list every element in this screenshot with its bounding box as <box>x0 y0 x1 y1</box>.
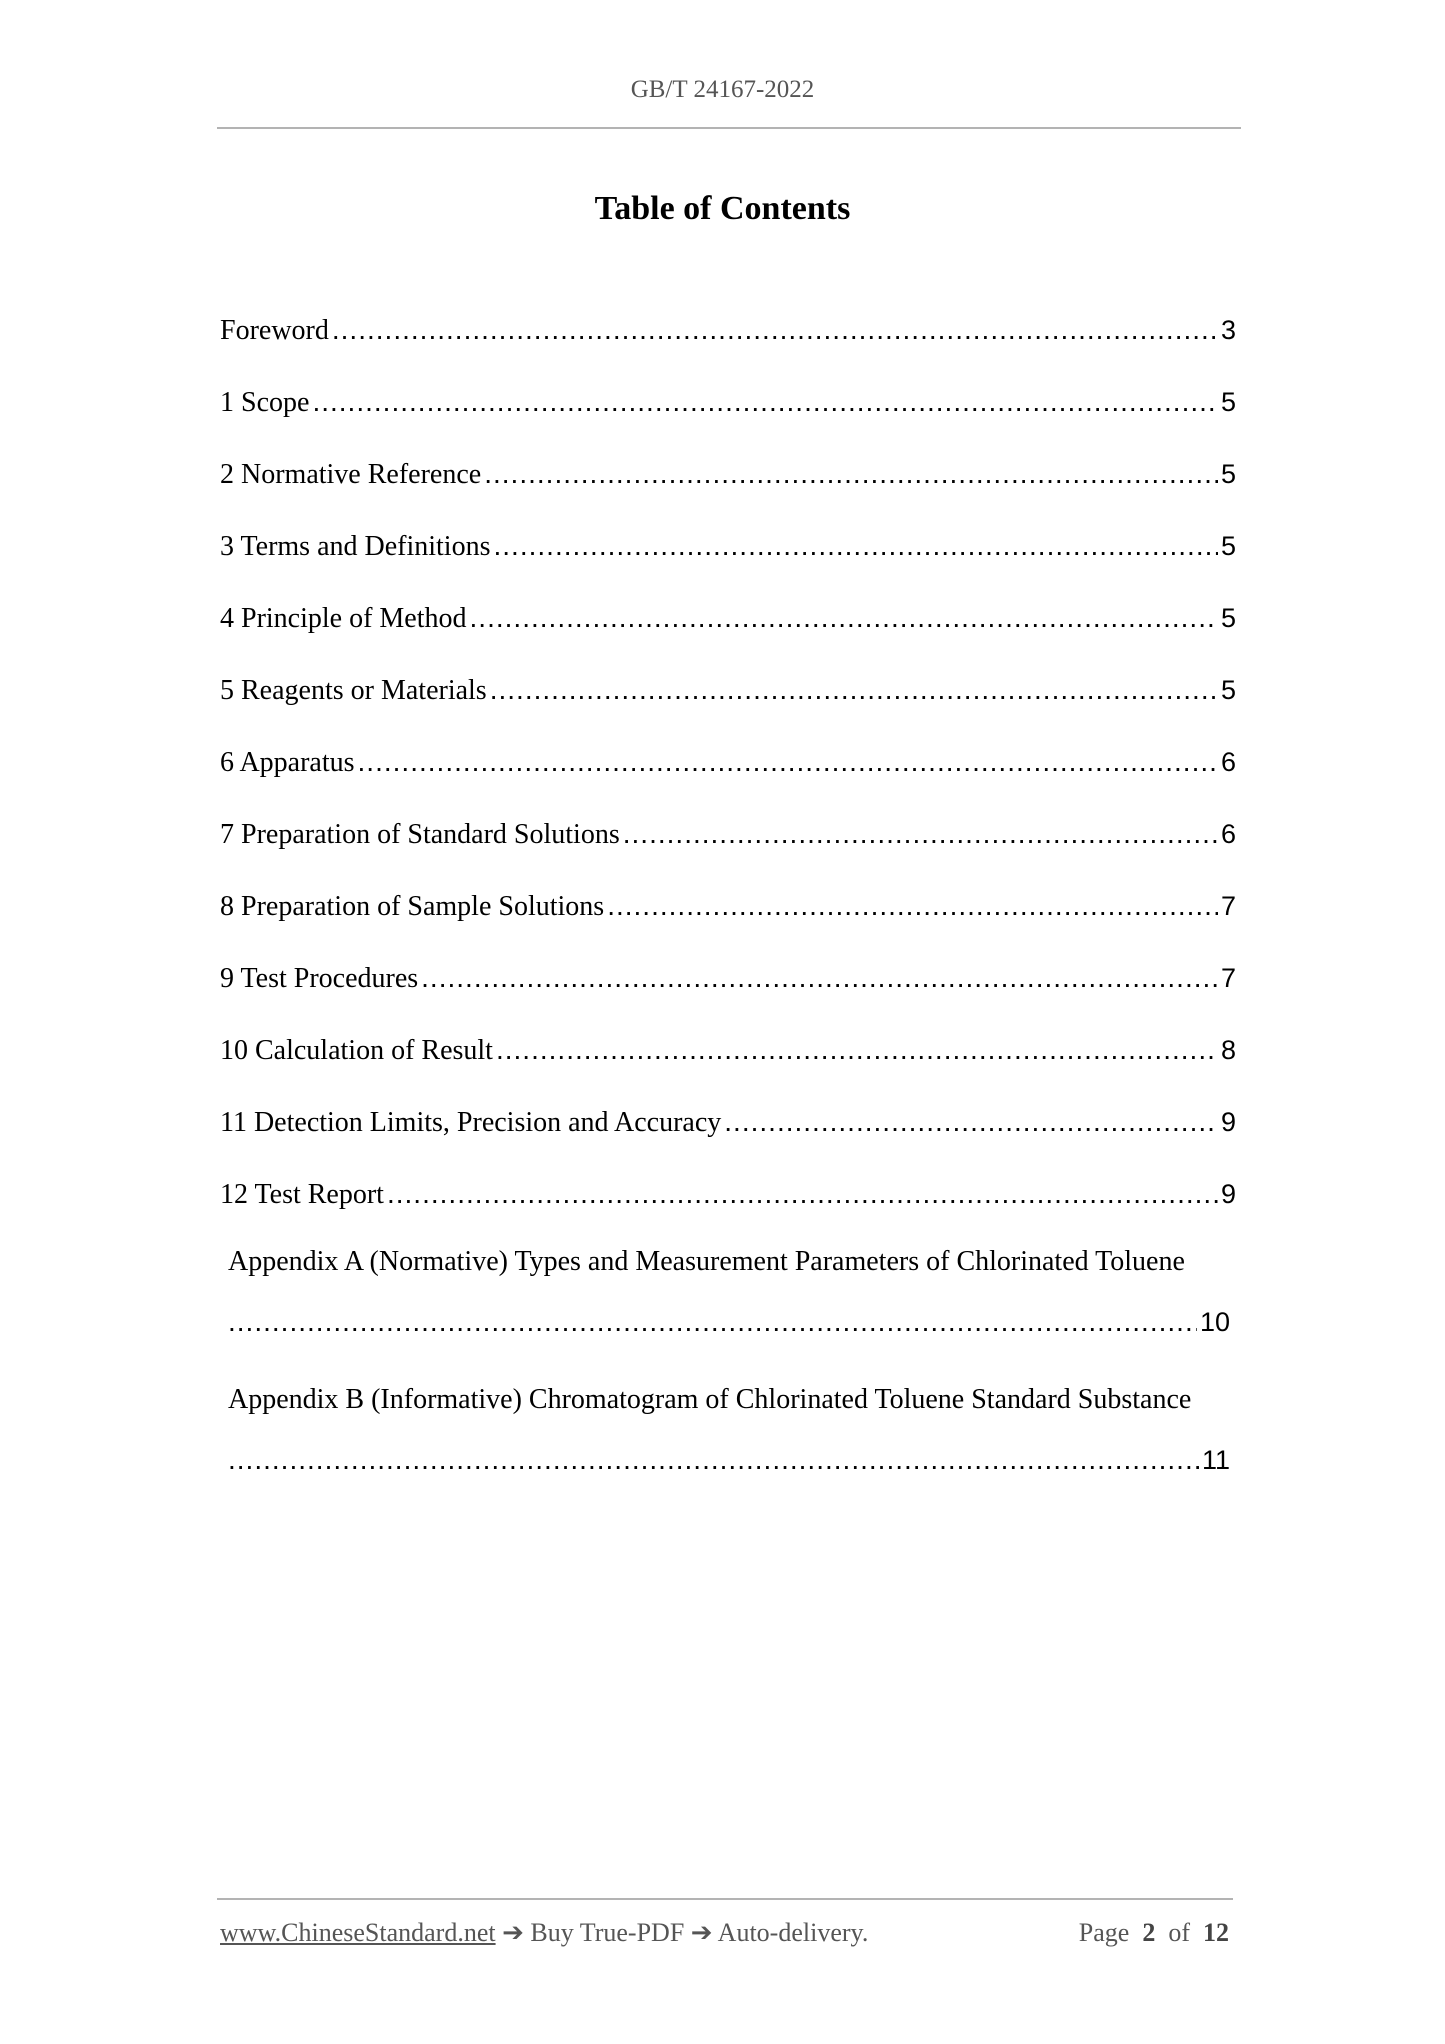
toc-entry-label: 3 Terms and Definitions <box>220 531 491 562</box>
toc-page-number: 5 <box>1220 603 1236 633</box>
footer-divider <box>217 1898 1233 1900</box>
toc-entry-label: Appendix A (Normative) Types and Measurement Parameters of Chlorinated Toluene <box>228 1246 1185 1277</box>
toc-leader-dots <box>228 1302 1197 1342</box>
toc-page-number: 11 <box>1201 1445 1230 1475</box>
page-word: Page <box>1078 1918 1130 1947</box>
toc-entry-label: 4 Principle of Method <box>220 603 467 634</box>
toc-entry-label: 5 Reagents or Materials <box>220 675 487 706</box>
toc-entry-label: 12 Test Report <box>220 1179 384 1210</box>
toc-entry-test-procedures[interactable] <box>220 958 1236 1030</box>
toc-page-number: 3 <box>1220 315 1236 345</box>
toc-page-number: 6 <box>1220 819 1236 849</box>
toc-page-number: 5 <box>1220 459 1236 489</box>
current-page-number: 2 <box>1142 1918 1156 1947</box>
toc-entry-preparation-of-sample-solutions[interactable] <box>220 886 1236 958</box>
toc-entry-test-report[interactable] <box>220 1174 1236 1246</box>
toc-entry-appendix-b[interactable] <box>220 1380 1236 1512</box>
footer-promo <box>220 1918 868 1948</box>
toc-leader-dots <box>484 454 1218 494</box>
toc-entry-label: 11 Detection Limits, Precision and Accuracy <box>220 1107 722 1138</box>
toc-entry-label: 1 Scope <box>220 387 310 418</box>
toc-page-number: 9 <box>1220 1107 1236 1137</box>
header-divider <box>217 127 1241 129</box>
toc-entry-label: 2 Normative Reference <box>220 459 482 490</box>
delivery-text: Auto-delivery. <box>717 1918 869 1947</box>
toc-page-number: 5 <box>1220 387 1236 417</box>
toc-page-number: 5 <box>1220 675 1236 705</box>
buy-text: Buy True-PDF <box>530 1918 685 1947</box>
toc-entry-label: 8 Preparation of Sample Solutions <box>220 891 605 922</box>
toc-page-number: 7 <box>1220 891 1236 921</box>
toc-page-number: 8 <box>1220 1035 1236 1065</box>
page-title: Table of Contents <box>594 190 851 227</box>
of-word: of <box>1168 1918 1190 1947</box>
toc-entry-label: 6 Apparatus <box>220 747 355 778</box>
document-header: GB/T 24167-2022 <box>630 76 815 103</box>
toc-entry-label: 9 Test Procedures <box>220 963 419 994</box>
toc-entry-preparation-of-standard-solutions[interactable] <box>220 814 1236 886</box>
toc-leader-dots <box>228 1440 1199 1480</box>
toc-leader-dots <box>490 670 1218 710</box>
toc-entry-detection-limits[interactable] <box>220 1102 1236 1174</box>
toc-leader-dots <box>623 814 1218 854</box>
toc-leader-dots <box>470 598 1218 638</box>
toc-entry-reagents-or-materials[interactable] <box>220 670 1236 742</box>
toc-leader-dots <box>312 382 1218 422</box>
toc-entry-principle-of-method[interactable] <box>220 598 1236 670</box>
toc-entry-apparatus[interactable] <box>220 742 1236 814</box>
toc-entry-appendix-a[interactable] <box>220 1242 1236 1374</box>
toc-leader-line <box>228 1440 1236 1512</box>
toc-entry-scope[interactable] <box>220 382 1236 454</box>
toc-leader-dots <box>421 958 1218 998</box>
toc-entry-normative-reference[interactable] <box>220 454 1236 526</box>
toc-entry-label: Appendix B (Informative) Chromatogram of Chlorinated Toluene Standard Substance <box>228 1384 1192 1415</box>
toc-leader-dots <box>358 742 1218 782</box>
arrow-right-icon: ➔ <box>690 1918 713 1947</box>
toc-leader-dots <box>493 526 1217 566</box>
toc-leader-dots <box>387 1174 1218 1214</box>
toc-leader-dots <box>724 1102 1218 1142</box>
toc-leader-dots <box>607 886 1218 926</box>
toc-page-number: 7 <box>1220 963 1236 993</box>
toc-leader-line <box>228 1302 1236 1374</box>
page-indicator <box>1079 1918 1229 1948</box>
toc-page-number: 9 <box>1220 1179 1236 1209</box>
total-pages-number: 12 <box>1203 1918 1229 1947</box>
toc-leader-dots <box>332 310 1218 350</box>
toc-leader-dots <box>496 1030 1218 1070</box>
table-of-contents <box>220 310 1236 1512</box>
toc-entry-label: 7 Preparation of Standard Solutions <box>220 819 620 850</box>
arrow-right-icon: ➔ <box>502 1918 524 1947</box>
toc-page-number: 10 <box>1199 1307 1230 1337</box>
toc-entry-foreword[interactable] <box>220 310 1236 382</box>
toc-entry-calculation-of-result[interactable] <box>220 1030 1236 1102</box>
toc-entry-terms-and-definitions[interactable] <box>220 526 1236 598</box>
toc-page-number: 5 <box>1220 531 1236 561</box>
toc-page-number: 6 <box>1220 747 1236 777</box>
site-link[interactable]: www.ChineseStandard.net <box>220 1918 496 1947</box>
toc-entry-label: Foreword <box>220 315 329 346</box>
toc-entry-label: 10 Calculation of Result <box>220 1035 493 1066</box>
